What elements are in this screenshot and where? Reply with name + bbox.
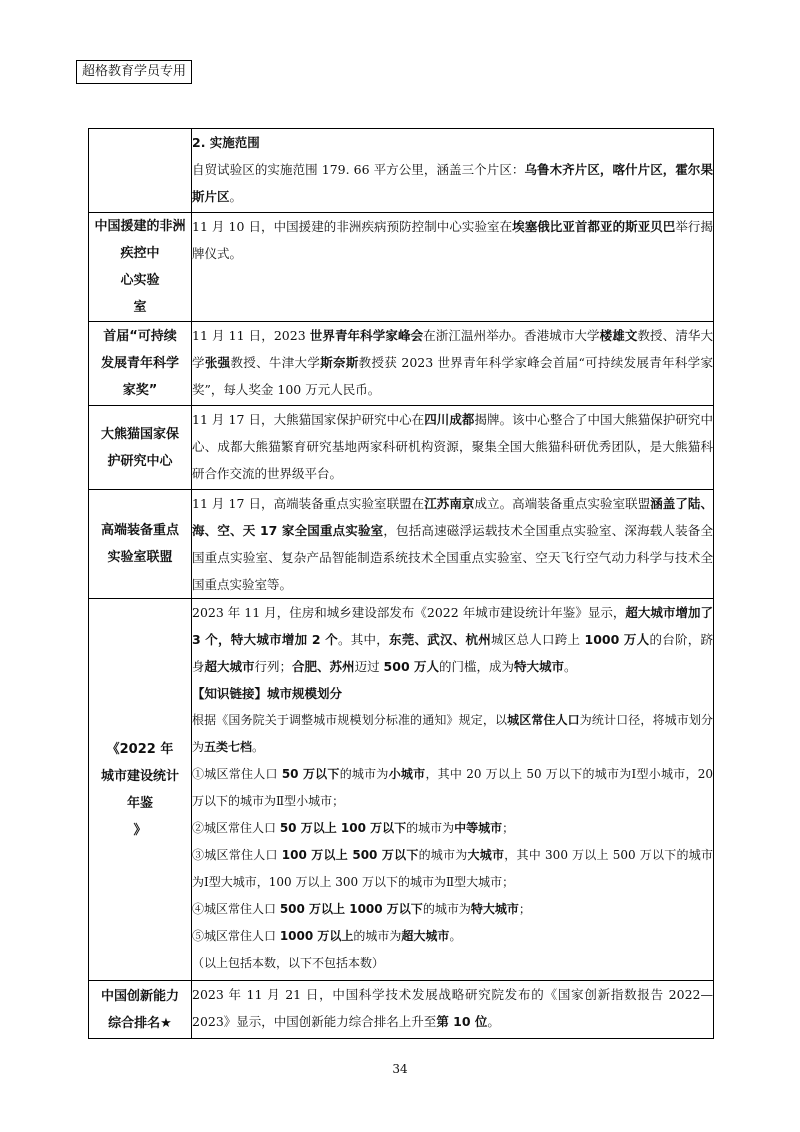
text: 的门槛，成为 <box>439 659 515 674</box>
bold-text: 四川成都 <box>424 412 475 427</box>
events-table <box>88 128 714 1039</box>
table-row <box>89 129 714 213</box>
header-label: 超格教育学员专用 <box>76 60 192 84</box>
text: 。其中， <box>337 632 389 647</box>
row-content <box>192 322 714 406</box>
text: 2023 年 11 月 21 日，中国科学技术发展战略研究院发布的《国家创新指数报告 2022—2023》显示，中国创新能力综合排名上升至 <box>192 987 713 1029</box>
bold-text: 【知识链接】城市规模划分 <box>192 686 343 701</box>
bold-text: 50 万以下 <box>281 767 340 781</box>
bold-text: 大城市 <box>467 848 505 862</box>
bold-text: 特大城市 <box>514 659 565 674</box>
text: ； <box>502 821 515 835</box>
bold-text: 埃塞俄比亚首都亚的斯亚贝巴 <box>512 219 676 234</box>
content-paragraph <box>192 129 713 156</box>
text: 11 月 17 日，高端装备重点实验室联盟在 <box>192 496 425 511</box>
text: 。 <box>487 1014 500 1029</box>
bold-text: 500 万以上 1000 万以下 <box>279 902 423 916</box>
text: 成立。高端装备重点实验室联盟 <box>474 496 651 511</box>
bold-text: 东莞、武汉、杭州 <box>389 632 492 647</box>
text: （以上包括本数，以下不包括本数） <box>192 956 385 970</box>
bold-text: 第 10 位 <box>436 1014 488 1029</box>
bold-text: 涵盖了陆、海、空、天 17 家全国重点实验室 <box>192 496 713 538</box>
row-title-text: 中国援建的非洲 疾控中 心实验 室 <box>94 219 186 315</box>
content-paragraph <box>192 213 713 267</box>
row-title <box>89 322 192 406</box>
bold-text: 城区常住人口 <box>507 713 580 727</box>
text: 2023 年 11 月，住房和城乡建设部发布《2022 年城市建设统计年鉴》显示， <box>192 605 626 620</box>
text: 教授、清华大学 <box>192 328 713 370</box>
content-paragraph <box>192 761 713 815</box>
row-content <box>192 213 714 322</box>
row-title <box>89 129 192 213</box>
text: 11 月 17 日，大熊猫国家保护研究中心在 <box>192 412 425 427</box>
text: 。 <box>564 659 577 674</box>
bold-text: 合肥、苏州 <box>292 659 355 674</box>
content-paragraph <box>192 599 713 680</box>
content-paragraph <box>192 156 713 210</box>
bold-text: 2. 实施范围 <box>192 135 260 150</box>
text: 行列； <box>254 659 293 674</box>
bold-text: 中等城市 <box>454 821 503 835</box>
content-paragraph <box>192 406 713 487</box>
text: 的城市为 <box>422 902 471 916</box>
text: ①城区常住人口 <box>192 767 282 781</box>
text: 自贸试验区的实施范围 179. 66 平方公里，涵盖三个片区： <box>192 162 525 177</box>
bold-text: 超大城市 <box>204 659 255 674</box>
bold-text: 超大城市增加了 3 个，特大城市增加 2 个 <box>192 605 713 647</box>
bold-text: 五类七档 <box>204 740 253 754</box>
row-title <box>89 213 192 322</box>
text: 11 月 10 日，中国援建的非洲疾病预防控制中心实验室在 <box>192 219 513 234</box>
bold-text: 100 万以上 500 万以下 <box>281 848 419 862</box>
text: ，其中 20 万以上 50 万以下的城市为Ⅰ型小城市，20 万以下的城市为Ⅱ型小城市； <box>192 767 713 808</box>
row-title-text: 高端装备重点 实验室联盟 <box>100 523 179 565</box>
page-number: 34 <box>392 1062 408 1076</box>
content-paragraph <box>192 896 713 923</box>
text: 的城市为 <box>418 848 468 862</box>
bold-text: 1000 万以上 <box>279 929 354 943</box>
content-paragraph <box>192 815 713 842</box>
content-paragraph <box>192 842 713 896</box>
row-content <box>192 129 714 213</box>
row-content <box>192 490 714 599</box>
content-paragraph <box>192 981 713 1035</box>
text: 迈过 <box>354 659 384 674</box>
table-row <box>89 213 714 322</box>
text: 教授获 2023 世界青年科学家峰会首届“可持续发展青年科学家奖”，每人奖金 100 万元人民币。 <box>192 355 713 397</box>
row-content <box>192 599 714 981</box>
content-paragraph <box>192 707 713 761</box>
text: ②城区常住人口 <box>192 821 280 835</box>
text: 城区总人口跨上 <box>491 632 585 647</box>
bold-text: 楼雄文 <box>599 328 638 343</box>
text: ，其中 300 万以上 500 万以下的城市为Ⅰ型大城市，100 万以上 300 万以下的城市为Ⅱ型大城市； <box>192 848 713 889</box>
row-content <box>192 406 714 490</box>
bold-text: 500 万人 <box>383 659 439 674</box>
bold-text: 江苏南京 <box>424 496 475 511</box>
text: ④城区常住人口 <box>192 902 280 916</box>
text: 举行揭牌仪式。 <box>192 219 713 261</box>
row-title-text: 首届“可持续 发展青年科学 家奖” <box>100 329 179 398</box>
row-title-text: 中国创新能力 综合排名★ <box>100 988 179 1031</box>
text: 的城市为 <box>339 767 389 781</box>
table-row <box>89 599 714 981</box>
row-title-text: 大熊猫国家保 护研究中心 <box>100 426 179 469</box>
content-paragraph <box>192 680 713 707</box>
text: 的城市为 <box>406 821 455 835</box>
text: 揭牌。该中心整合了中国大熊猫保护研究中心、成都大熊猫繁育研究基地两家科研机构资源，聚集全国大熊猫科研优秀团队，是大熊猫科研合作交流的世界级平台。 <box>192 412 713 481</box>
table-row <box>89 490 714 599</box>
bold-text: 张强 <box>204 355 231 370</box>
text: 根据《国务院关于调整城市规模划分标准的通知》规定，以 <box>192 713 508 727</box>
row-title <box>89 981 192 1039</box>
text: 。 <box>449 929 462 943</box>
content-paragraph <box>192 923 713 950</box>
bold-text: 特大城市 <box>470 902 519 916</box>
text: 。 <box>252 740 265 754</box>
bold-text: 超大城市 <box>401 929 450 943</box>
text: 为统计口径，将城市划分为 <box>192 713 713 754</box>
bold-text: 1000 万人 <box>584 632 650 647</box>
text: 的城市为 <box>353 929 402 943</box>
text: 。 <box>229 189 243 204</box>
text: 教授、牛津大学 <box>230 355 321 370</box>
text: ③城区常住人口 <box>192 848 282 862</box>
bold-text: 50 万以上 100 万以下 <box>279 821 407 835</box>
content-paragraph <box>192 490 713 598</box>
text: 11 月 11 日，2023 <box>192 328 310 343</box>
text: ，包括高速磁浮运载技术全国重点实验室、深海载人装备全国重点实验室、复杂产品智能制造系统技术全国重点实验室、空天飞行空气动力科学与技术全国重点实验室等。 <box>192 523 713 592</box>
row-title <box>89 490 192 599</box>
content-paragraph <box>192 950 713 977</box>
table-row <box>89 322 714 406</box>
bold-text: 斯奈斯 <box>320 355 359 370</box>
table-row <box>89 406 714 490</box>
text: 的台阶，跻身 <box>192 632 713 674</box>
row-content <box>192 981 714 1039</box>
content-paragraph <box>192 322 713 403</box>
row-title-text: 《2022 年 城市建设统计 年鉴 》 <box>100 741 179 838</box>
bold-text: 小城市 <box>388 767 426 781</box>
text: ⑤城区常住人口 <box>192 929 280 943</box>
row-title <box>89 599 192 981</box>
text: ； <box>518 902 531 916</box>
bold-text: 世界青年科学家峰会 <box>309 328 424 343</box>
table-row <box>89 981 714 1039</box>
bold-text: 乌鲁木齐片区，喀什片区，霍尔果斯片区 <box>192 162 713 204</box>
text: 在浙江温州举办。香港城市大学 <box>423 328 600 343</box>
row-title <box>89 406 192 490</box>
